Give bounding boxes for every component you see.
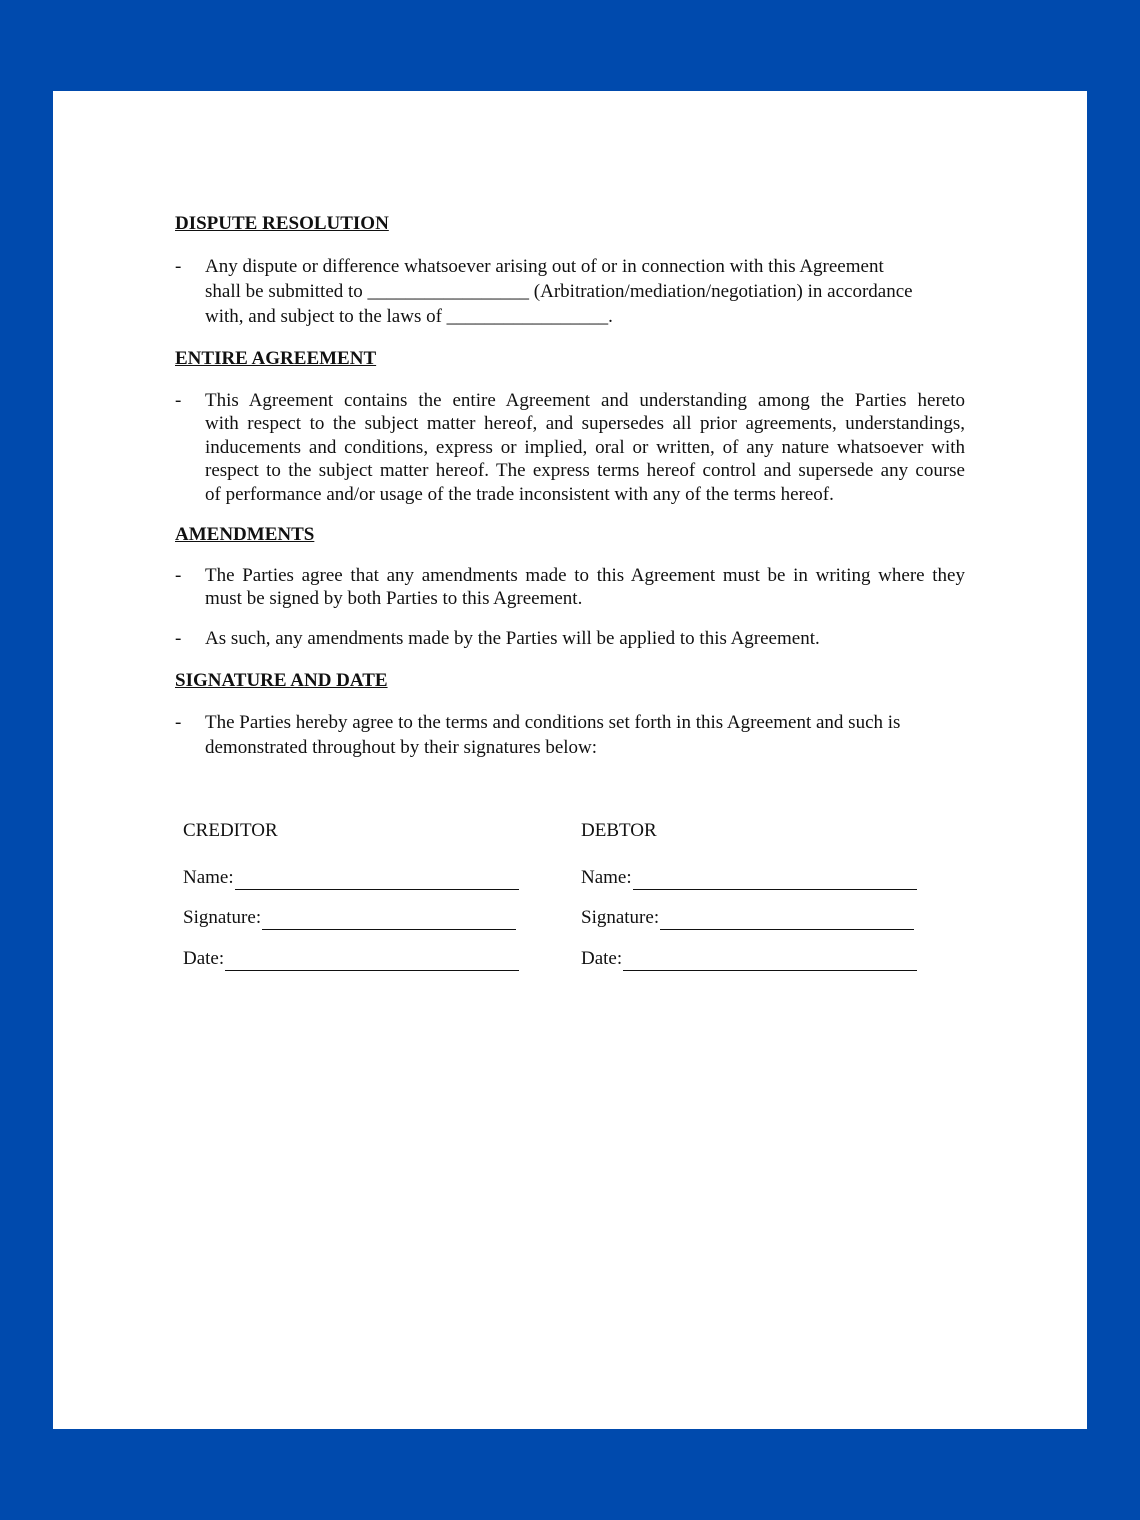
heading-signature-and-date: SIGNATURE AND DATE — [175, 670, 388, 691]
entire-line-5: of performance and/or usage of the trade inconsistent with any of the terms hereof. — [205, 484, 834, 505]
debtor-date-blank[interactable] — [623, 953, 917, 971]
dispute-line-2: shall be submitted to _________________ (Arbitration/mediation/negotiation) in accordance — [205, 281, 913, 302]
creditor-date-label: Date: — [183, 948, 225, 969]
creditor-name-label: Name: — [183, 867, 234, 888]
entire-line-1: This Agreement contains the entire Agreement and understanding among the Parties hereto — [205, 390, 965, 411]
amend-line-3: As such, any amendments made by the Parties will be applied to this Agreement. — [205, 628, 820, 649]
amend-line-1: The Parties agree that any amendments made to this Agreement must be in writing where they — [205, 565, 965, 586]
debtor-name-blank[interactable] — [633, 872, 917, 890]
creditor-date-field[interactable] — [183, 947, 519, 971]
heading-amendments: AMENDMENTS — [175, 524, 315, 545]
signature-line-1: The Parties hereby agree to the terms and conditions set forth in this Agreement and such is — [205, 712, 901, 733]
entire-line-3: inducements and conditions, express or implied, oral or written, of any nature whatsoever with — [205, 437, 965, 458]
creditor-title: CREDITOR — [183, 820, 278, 841]
debtor-signature-blank[interactable] — [660, 912, 914, 930]
creditor-signature-blank[interactable] — [262, 912, 516, 930]
debtor-date-label: Date: — [581, 948, 623, 969]
amend-line-2: must be signed by both Parties to this Agreement. — [205, 588, 583, 609]
debtor-name-label: Name: — [581, 867, 632, 888]
debtor-name-field[interactable] — [581, 866, 917, 890]
document-page — [53, 91, 1087, 1429]
bullet-dash: - — [175, 712, 182, 733]
signature-line-2: demonstrated throughout by their signatures below: — [205, 737, 598, 758]
bullet-dash: - — [175, 390, 182, 411]
creditor-signature-field[interactable] — [183, 906, 516, 930]
creditor-signature-label: Signature: — [183, 907, 262, 928]
debtor-signature-label: Signature: — [581, 907, 660, 928]
heading-dispute-resolution: DISPUTE RESOLUTION — [175, 213, 389, 234]
creditor-name-blank[interactable] — [235, 872, 519, 890]
dispute-line-3: with, and subject to the laws of _________________. — [205, 306, 613, 327]
debtor-signature-field[interactable] — [581, 906, 914, 930]
entire-line-2: with respect to the subject matter hereof, and supersedes all prior agreements, understandings, — [205, 413, 965, 434]
bullet-dash: - — [175, 628, 182, 649]
bullet-dash: - — [175, 256, 182, 277]
entire-line-4: respect to the subject matter hereof. The express terms hereof control and supersede any course — [205, 460, 965, 481]
creditor-date-blank[interactable] — [225, 953, 519, 971]
heading-entire-agreement: ENTIRE AGREEMENT — [175, 348, 377, 369]
dispute-line-1: Any dispute or difference whatsoever arising out of or in connection with this Agreement — [205, 256, 884, 277]
bullet-dash: - — [175, 565, 182, 586]
creditor-name-field[interactable] — [183, 866, 519, 890]
debtor-date-field[interactable] — [581, 947, 917, 971]
debtor-title: DEBTOR — [581, 820, 657, 841]
